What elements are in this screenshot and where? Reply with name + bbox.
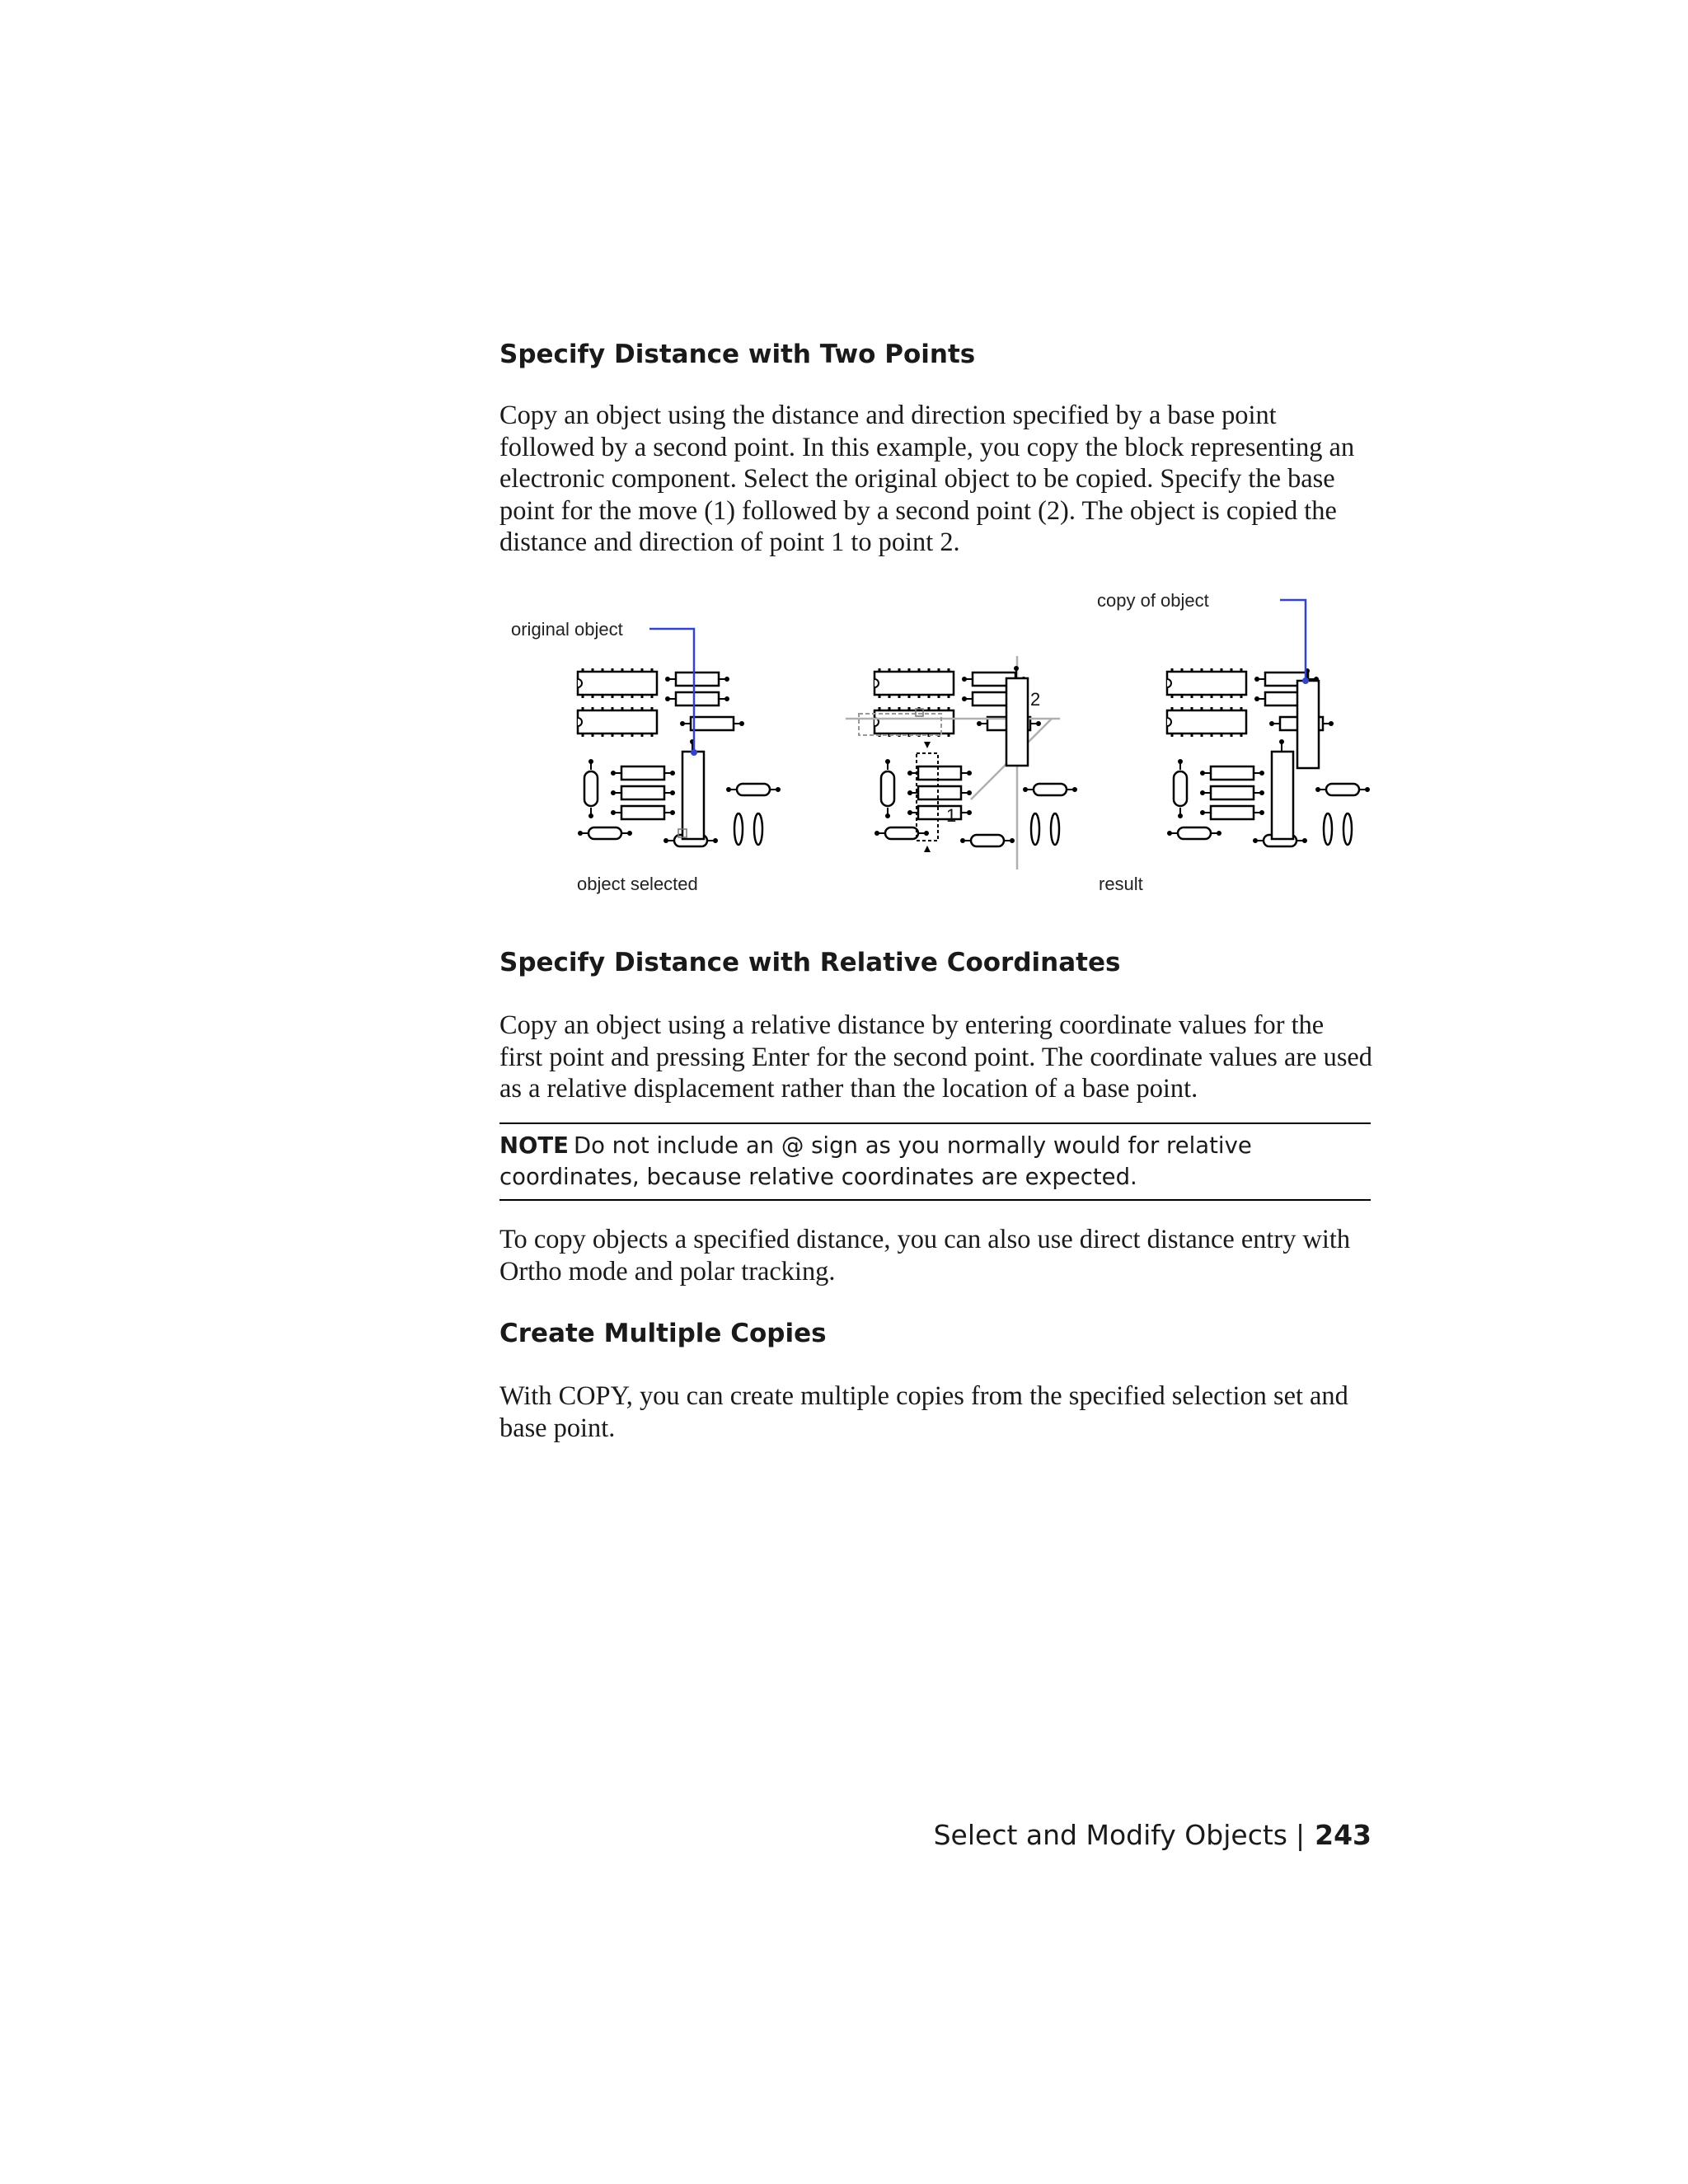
paragraph-multiple-copies: With COPY, you can create multiple copies from the specified selection set and base point.	[499, 1381, 1348, 1443]
label-point-1: 1	[946, 805, 957, 826]
note-label: NOTE	[499, 1132, 569, 1159]
section-heading-two-points: Specify Distance with Two Points	[499, 340, 976, 369]
section-heading-multiple-copies: Create Multiple Copies	[499, 1319, 827, 1348]
paragraph-direct-distance: To copy objects a specified distance, you can also use direct distance entry with Ortho mode and polar tracking.	[499, 1225, 1351, 1286]
section-heading-relative-coordinates: Specify Distance with Relative Coordinates	[499, 948, 1121, 977]
label-object-selected: object selected	[577, 874, 698, 894]
panel-original	[511, 619, 781, 894]
note-text: Do not include an @ sign as you normally would for relative coordinates, because relative coordinates are expected.	[499, 1132, 1252, 1190]
label-original-object: original object	[511, 619, 623, 640]
footer-separator: |	[1295, 1819, 1306, 1851]
label-copy-of-object: copy of object	[1097, 590, 1209, 611]
panel-displacement	[846, 656, 1077, 869]
footer-chapter-title: Select and Modify Objects	[933, 1819, 1287, 1851]
copy-of-object-leader	[1280, 600, 1306, 681]
page-number: 243	[1315, 1819, 1372, 1851]
note-box	[499, 1122, 1371, 1201]
page-footer	[934, 1819, 1372, 1851]
paragraph-relative-coordinates: Copy an object using a relative distance by entering coordinate values for the first point and pressing Enter for the second point. The coordinate values are used as a relative displacement rather than the location of a base point.	[499, 1010, 1372, 1104]
paragraph-two-points: Copy an object using the distance and direction specified by a base point followed by a second point. In this example, you copy the block representing an electronic component. Select the original object to be copied. Specify the base point for the move (1) followed by a second point (2). The object is copied the distance and direction of point 1 to point 2.	[499, 401, 1355, 557]
copy-example-figure	[499, 585, 1373, 898]
label-point-2: 2	[1030, 689, 1041, 710]
label-result: result	[1099, 874, 1143, 894]
panel-result	[1097, 590, 1370, 894]
